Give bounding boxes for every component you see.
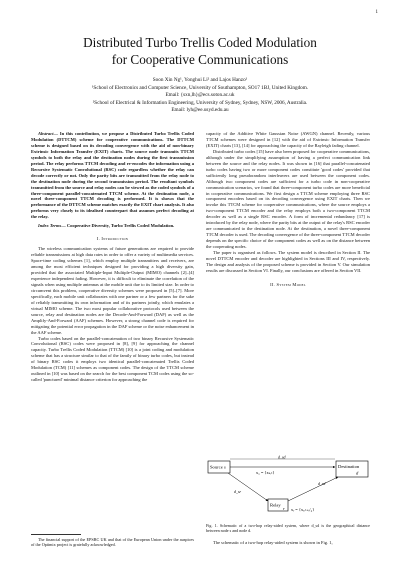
dsr-label: d_sr [234,489,242,494]
right-paragraph-1: capacity of the Additive White Gaussian Noise (AWGN) channel. Recently, various TTCM schemes were designed in [12] with the aid of Extrinsic Information Transfer (EXIT) charts [13], [14] for approaching the capacity of the Rayleigh fading channel. [206,131,370,148]
footnote-rule [31,534,81,535]
destination-symbol: d [356,470,359,476]
source-label: Source [210,464,223,470]
right-paragraph-4: The schematic of a two-hop relay-aided system is shown in Fig. 1, [213,540,333,545]
abstract [31,131,194,220]
relay-symbol: r [283,506,285,511]
figure-1-caption: Fig. 1. Schematic of a two-hop relay-aided system, where d_sd is the geographical distance between node s and node d. [206,523,370,534]
intro-paragraph-1: The wireless communication systems of future generations are required to provide reliable transmissions at high data rates in order to offer a variety of multimedia services. Space-time coding schemes [1], which employ multiple transmitters and receivers, are among the most efficient techniques designed for providing a high diversity gain, provided that the associated Multiple-Input Multiple-Output (MIMO) channels [2]–[4] experience independent fading. However, it is difficult to eliminate the correlation of the signals when using multiple antennas at the mobile unit due to its limited size. In order to circumvent this problem, cooperative diversity schemes were proposed in [5]–[7]. More specifically, each mobile unit collaborates with one partner or a few partners for the sake of reliably transmitting its own information and of its partners jointly, which emulates a virtual MIMO scheme. The two most popular collaborative protocols used between the source, relay and destination nodes are the Decode-And-Forward (DAF) as well as the Amplify-And-Forward (AAF) schemes. However, a strong channel code is required for mitigating the potential error propagation in the DAF scheme or the noise enhancement in the AAF scheme. [31,246,194,335]
left-column [31,131,194,383]
index-terms [31,223,194,229]
section-2-heading: II. System Model [270,281,306,287]
right-paragraph-3: The paper is organised as follows. The system model is described in Section II. The novel DTTCM encoder and decoder are highlighted in Sections III and IV, respectively. The design and analysis of the proposed scheme is provided in Section V. Our simulation results are discussed in Section VI. Finally, our conclusions are offered in Section VII. [206,250,370,273]
abstract-label: Abstract [38,131,54,136]
author-block [20,77,380,115]
email-2: Email: lyh@ee.usyd.edu.au [171,107,229,114]
footnote-block [31,532,194,548]
relay-destination-link [288,477,338,501]
author-names: Soon Xin Ng¹, Yonghui Li² and Lajos Hanzo¹ [152,77,248,83]
affiliation-1: ¹School of Electronics and Computer Science, University of Southampton, SO17 1BJ, United Kingdom. [91,84,309,91]
email-1: Email: {sxn,lh}@ecs.soton.ac.uk [165,92,235,99]
page-number: 1 [375,10,378,15]
right-column [206,131,370,291]
right-paragraph-2: Distributed turbo codes [15] have also been proposed for cooperative communications, although under the simplifying assumption of having a perfect communication link between the source and the relay nodes. It was shown in [16] that parallel-concatenated turbo codes having two or more component codes constitute 'good codes' provided that sufficiently long pseudorandom interleavers are used between the component codes. Although two component codes are sufficient for a turbo code in non-cooperative communication scenarios, we found that three-component turbo codes are more beneficial in cooperative communications. We first design a TTCM scheme employing three RSC component encoders based on its decoding convergence using EXIT charts. Then we invoke this TTCM scheme for cooperative communications, where the source employs a two-component TTCM encoder and the relay employs both a two-component TTCM decoder as well as a single RSC encoder. A form of incremental redundancy [17] is introduced by the relay node, where the parity bits at the output of the relay's RSC encoder are communicated to the destination node. At the destination, a novel three-component TTCM decoder is used. The decoding convergence of the three-component TTCM decoder depends on the specific choice of the component codes as well as on the distance between the cooperating nodes. [206,148,370,250]
index-terms-label: Index Terms [38,223,62,229]
source-symbol: s [224,464,226,470]
section-1-heading: I. Introduction [96,236,129,242]
paper-title [20,34,380,68]
index-terms-text: — Cooperative Diversity, Turbo Trellis Coded Modulation. [61,223,175,229]
title-line-2: for Cooperative Communications [111,52,289,67]
system-model-diagram [206,455,370,521]
right-column-tail [206,540,370,546]
relay-signal-label: xᵣ = {xᵣ,ₜ₊ᵢ/₂} [291,507,315,512]
drd-label: d_rd [318,481,326,486]
destination-label: Destination [338,464,360,469]
affiliation-2: ²School of Electrical & Information Engineering, University of Sydney, Sydney, NSW, 2006, Australia. [92,99,308,106]
title-line-1: Distributed Turbo Trellis Coded Modulation [83,35,317,50]
intro-paragraph-2: Turbo codes based on the parallel-concatenation of two binary Recursive Systematic Convolutional (RSC) codes were proposed in [8], [9] for approaching the channel capacity. Turbo Trellis Coded Modulation (TTCM) [10] is a joint coding and modulation scheme that has a structure similar to that of the family of binary turbo codes, but instead of binary RSC codes it employs two identical parallel-concatenated Trellis Coded Modulation (TCM) [11] schemes as component codes. The design of the TTCM scheme outlined in [10] was based on the search for the best component TCM codes using the so-called 'punctured' minimal distance criterion for approaching the [31,335,194,383]
figure-1 [206,455,370,521]
abstract-text: — In this contribution, we propose a Distributed Turbo Trellis Coded Modulation (DTTCM) scheme for cooperative communications. The DTTCM scheme is designed based on its decoding convergence with the aid of non-binary Extrinsic Information Transfer (EXIT) charts. The source node transmits TTCM symbols to both the relay and the destination nodes during the first transmission period. The relay performs TTCM decoding and re-encodes the information using a Recursive Systematic Convolutional (RSC) code regardless whether the relay can decode correctly or not. Only the parity bits are transmitted from the relay node to the destination node during the second transmission period. The resultant symbols transmitted from the source and relay nodes can be viewed as the coded symbols of a three-component parallel-concatenated TTCM scheme. At the destination node, a novel three-component TTCM decoding is performed. It is shown that the performance of the DTTCM scheme matches exactly the EXIT chart analysis. It also performs very closely to its idealised counterpart that assumes perfect decoding at the relay. [31,131,194,220]
relay-label: Relay [270,502,281,508]
source-relay-link [228,473,268,501]
dsd-label: d_sd [278,455,286,460]
figure-1-caption-block [206,523,370,533]
source-signal-label: x₁ = {xₛ,ₜ} [256,470,275,475]
footnote: The financial support of the EPSRC UK and that of the European Union under the auspices of the Optimix project is gratefully acknowledged. [31,537,194,548]
